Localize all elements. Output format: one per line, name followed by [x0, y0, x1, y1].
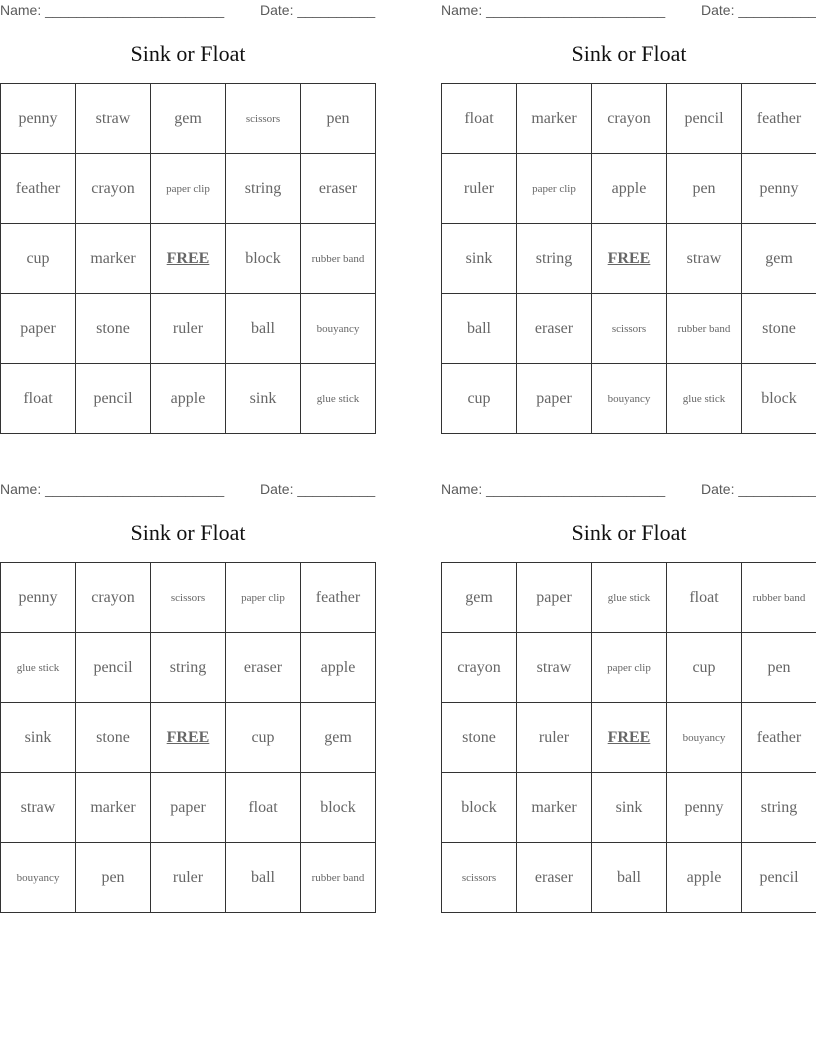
grid-cell: penny	[1, 563, 76, 633]
grid-cell: glue stick	[1, 633, 76, 703]
grid-cell: paper clip	[517, 154, 592, 224]
free-cell: FREE	[592, 703, 667, 773]
name-date-header	[0, 481, 376, 499]
grid-cell: paper	[1, 294, 76, 364]
grid-cell: block	[742, 364, 816, 434]
date-label: Date: __________	[260, 2, 376, 18]
grid-cell: straw	[76, 84, 151, 154]
card-2	[441, 0, 816, 440]
grid-cell: feather	[742, 84, 816, 154]
date-label: Date: __________	[701, 2, 816, 18]
grid-cell: marker	[76, 224, 151, 294]
grid-cell: penny	[667, 773, 742, 843]
grid-cell: pen	[742, 633, 816, 703]
grid-row	[1, 703, 376, 773]
date-label: Date: __________	[260, 481, 376, 497]
grid-cell: bouyancy	[592, 364, 667, 434]
grid-cell: ball	[226, 294, 301, 364]
grid-row	[1, 563, 376, 633]
grid-cell: glue stick	[301, 364, 376, 434]
grid-cell: eraser	[517, 294, 592, 364]
grid-cell: rubber band	[742, 563, 816, 633]
grid-cell: marker	[517, 773, 592, 843]
grid-row	[442, 633, 816, 703]
grid-cell: marker	[76, 773, 151, 843]
grid-row	[442, 703, 816, 773]
grid-cell: stone	[442, 703, 517, 773]
grid-cell: feather	[301, 563, 376, 633]
grid-cell: string	[151, 633, 226, 703]
grid-cell: straw	[667, 224, 742, 294]
grid-cell: pencil	[742, 843, 816, 913]
grid-cell: pencil	[76, 633, 151, 703]
grid-row	[1, 84, 376, 154]
grid-row	[1, 294, 376, 364]
grid-cell: float	[226, 773, 301, 843]
grid-cell: stone	[742, 294, 816, 364]
name-label: Name: _______________________	[441, 481, 666, 497]
grid-cell: bouyancy	[1, 843, 76, 913]
name-label: Name: _______________________	[0, 2, 225, 18]
name-date-header	[441, 2, 816, 20]
grid-cell: ruler	[151, 843, 226, 913]
grid-cell: stone	[76, 294, 151, 364]
grid-cell: float	[1, 364, 76, 434]
grid-cell: ball	[592, 843, 667, 913]
grid-cell: paper clip	[592, 633, 667, 703]
grid-cell: scissors	[442, 843, 517, 913]
grid-row	[442, 154, 816, 224]
grid-row	[1, 154, 376, 224]
grid-cell: block	[301, 773, 376, 843]
grid-cell: pencil	[76, 364, 151, 434]
card-title: Sink or Float	[130, 520, 246, 545]
grid-cell: float	[442, 84, 517, 154]
date-label: Date: __________	[701, 481, 816, 497]
bingo-grid	[441, 83, 816, 434]
grid-cell: pen	[667, 154, 742, 224]
grid-cell: apple	[301, 633, 376, 703]
grid-cell: penny	[742, 154, 816, 224]
grid-cell: scissors	[592, 294, 667, 364]
grid-cell: rubber band	[667, 294, 742, 364]
grid-row	[1, 633, 376, 703]
grid-cell: gem	[301, 703, 376, 773]
grid-cell: sink	[442, 224, 517, 294]
grid-cell: eraser	[301, 154, 376, 224]
grid-cell: eraser	[517, 843, 592, 913]
grid-cell: crayon	[76, 563, 151, 633]
grid-cell: string	[226, 154, 301, 224]
grid-cell: cup	[442, 364, 517, 434]
grid-cell: ball	[442, 294, 517, 364]
card-title: Sink or Float	[571, 41, 687, 66]
grid-cell: paper	[517, 364, 592, 434]
grid-row	[442, 773, 816, 843]
grid-cell: paper clip	[151, 154, 226, 224]
name-date-header	[441, 481, 816, 499]
grid-cell: crayon	[442, 633, 517, 703]
bingo-grid	[0, 83, 376, 434]
grid-row	[442, 364, 816, 434]
free-cell: FREE	[151, 703, 226, 773]
grid-cell: marker	[517, 84, 592, 154]
grid-row	[442, 843, 816, 913]
grid-cell: bouyancy	[301, 294, 376, 364]
grid-cell: string	[517, 224, 592, 294]
grid-row	[1, 364, 376, 434]
free-cell: FREE	[151, 224, 226, 294]
grid-row	[442, 563, 816, 633]
grid-cell: sink	[592, 773, 667, 843]
grid-cell: sink	[226, 364, 301, 434]
grid-cell: feather	[742, 703, 816, 773]
grid-cell: glue stick	[667, 364, 742, 434]
card-title: Sink or Float	[130, 41, 246, 66]
grid-cell: glue stick	[592, 563, 667, 633]
name-date-header	[0, 2, 376, 20]
grid-cell: apple	[592, 154, 667, 224]
grid-cell: bouyancy	[667, 703, 742, 773]
card-1	[0, 0, 376, 440]
grid-cell: ruler	[151, 294, 226, 364]
grid-row	[442, 84, 816, 154]
grid-cell: crayon	[76, 154, 151, 224]
grid-cell: ball	[226, 843, 301, 913]
free-cell: FREE	[592, 224, 667, 294]
card-4	[441, 479, 816, 919]
grid-cell: cup	[226, 703, 301, 773]
grid-cell: sink	[1, 703, 76, 773]
grid-cell: paper clip	[226, 563, 301, 633]
grid-cell: paper	[517, 563, 592, 633]
grid-cell: stone	[76, 703, 151, 773]
grid-cell: rubber band	[301, 224, 376, 294]
grid-cell: string	[742, 773, 816, 843]
grid-row	[1, 224, 376, 294]
grid-cell: apple	[667, 843, 742, 913]
grid-cell: penny	[1, 84, 76, 154]
grid-cell: pencil	[667, 84, 742, 154]
grid-cell: pen	[76, 843, 151, 913]
grid-cell: feather	[1, 154, 76, 224]
grid-cell: gem	[151, 84, 226, 154]
grid-row	[442, 294, 816, 364]
grid-cell: eraser	[226, 633, 301, 703]
grid-cell: cup	[1, 224, 76, 294]
card-3	[0, 479, 376, 919]
grid-cell: cup	[667, 633, 742, 703]
grid-cell: paper	[151, 773, 226, 843]
grid-cell: block	[226, 224, 301, 294]
grid-cell: scissors	[151, 563, 226, 633]
grid-row	[1, 773, 376, 843]
grid-cell: straw	[517, 633, 592, 703]
grid-cell: gem	[742, 224, 816, 294]
grid-cell: pen	[301, 84, 376, 154]
name-label: Name: _______________________	[441, 2, 666, 18]
grid-cell: float	[667, 563, 742, 633]
grid-cell: crayon	[592, 84, 667, 154]
grid-cell: gem	[442, 563, 517, 633]
bingo-grid	[0, 562, 376, 913]
grid-cell: ruler	[517, 703, 592, 773]
grid-cell: block	[442, 773, 517, 843]
grid-row	[442, 224, 816, 294]
grid-cell: scissors	[226, 84, 301, 154]
name-label: Name: _______________________	[0, 481, 225, 497]
grid-cell: rubber band	[301, 843, 376, 913]
bingo-grid	[441, 562, 816, 913]
grid-cell: straw	[1, 773, 76, 843]
grid-cell: apple	[151, 364, 226, 434]
card-title: Sink or Float	[571, 520, 687, 545]
grid-row	[1, 843, 376, 913]
grid-cell: ruler	[442, 154, 517, 224]
